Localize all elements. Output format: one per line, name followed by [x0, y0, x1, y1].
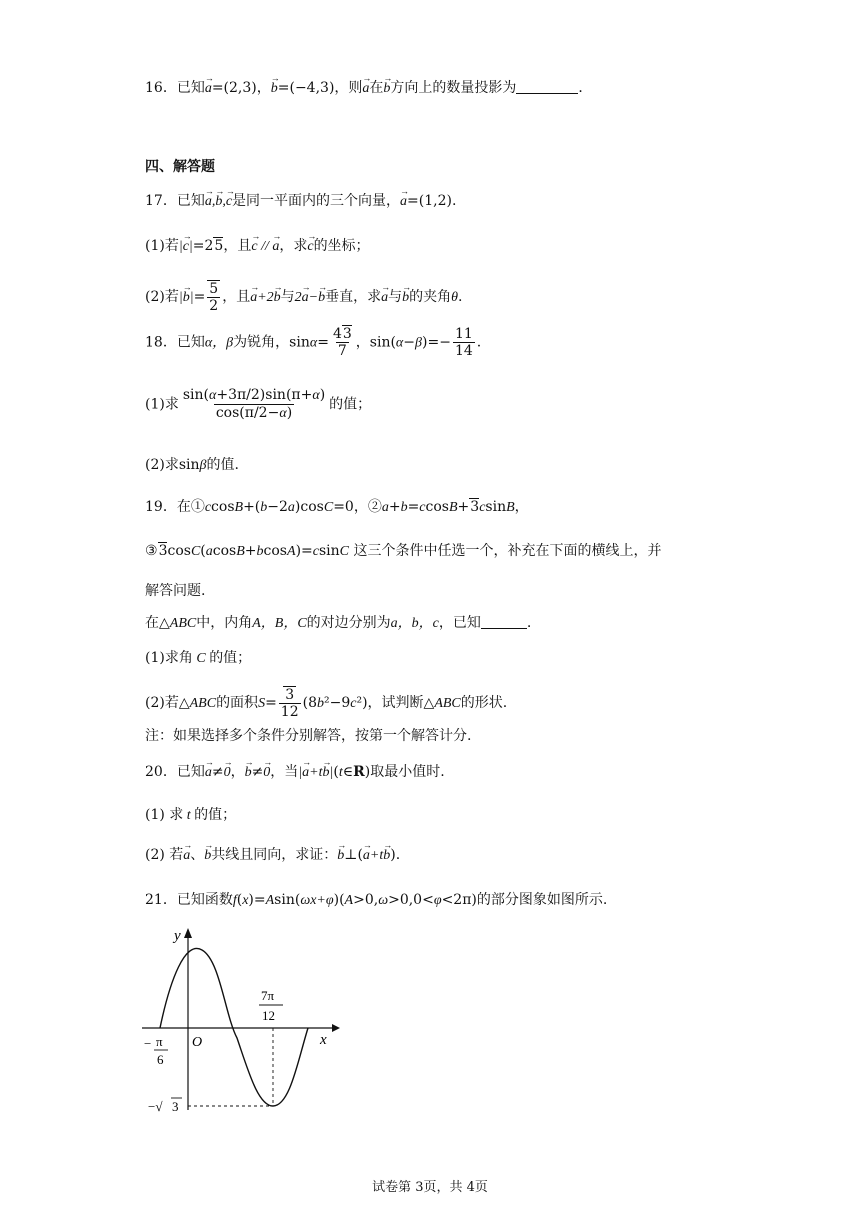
- question-19-line-1: 19．在①ccosB+(b−2a)cosC=0，②a+b=ccosB+3csinB，: [145, 499, 529, 515]
- tick-left-numerator: π: [156, 1034, 163, 1049]
- question-19-line-3: 解答问题.: [145, 583, 206, 599]
- question-20-part-1: (1) 求 t 的值；: [145, 807, 237, 823]
- tick-right-numerator: 7π: [261, 988, 275, 1003]
- x-axis-arrow: [332, 1024, 340, 1032]
- min-value-label: 3: [172, 1099, 179, 1114]
- sine-curve: [160, 948, 308, 1106]
- section-title: 四、解答题: [145, 159, 215, 175]
- tick-left-denominator: 6: [157, 1052, 164, 1067]
- y-axis-arrow: [184, 928, 192, 938]
- function-graph: [140, 920, 350, 1120]
- y-axis-label: y: [174, 928, 181, 944]
- question-19-part-1: (1)求角 C 的值；: [145, 650, 252, 666]
- origin-label: O: [192, 1035, 203, 1050]
- x-axis-label: x: [320, 1032, 327, 1048]
- min-minus-sign: −√: [148, 1099, 163, 1114]
- question-19-part-2: (2)若△ABC的面积S= $\frac{3}{12}$ (8b²−9c²)，试判断△ABC的形状.: [145, 687, 508, 720]
- question-17-part-2: (2)若|→ b|= $\frac{5}{2}$ ，且→ a+2→ b与2→ a−→ b垂直，求→ a与→ b的夹角θ.: [145, 280, 462, 314]
- answer-blank: [481, 614, 527, 629]
- answer-blank: [516, 79, 578, 94]
- question-20-part-2: (2) 若→ a、→ b共线且同向，求证：→ b⊥(→ a+t→ b).: [145, 845, 400, 866]
- question-20-stem: 20．已知→ a≠→ 0，→ b≠→ 0，当|→ a+t→ b|(t∈R)取最小值时.: [145, 762, 445, 783]
- question-18-part-2: (2)求sinβ的值.: [145, 457, 239, 473]
- question-19-line-2: ③3cosC(acosB+bcosA)=csinC 这三个条件中任选一个，补充在下面的横线上，并: [145, 543, 662, 559]
- question-16: 16．已知→ a=(2,3)，→ b=(−4,3)，则→ a在→ b方向上的数量投影为 ．: [145, 78, 592, 99]
- question-17-part-1: (1)若|→ c|=25，且→ c // → a，求→ c的坐标；: [145, 236, 370, 257]
- question-19-note: 注：如果选择多个条件分别解答，按第一个解答计分.: [145, 728, 472, 744]
- question-21-stem: 21．已知函数f(x)=Asin(ωx+φ)(A>0,ω>0,0<φ<2π)的部分图象如图所示.: [145, 892, 608, 908]
- tick-minus-sign: −: [144, 1036, 152, 1051]
- question-18-part-1: (1)求 $\frac{\sin(\alpha+3\pi/2)\sin(\pi+\alpha)}{\cos(\pi/2-\alpha)}$ 的值；: [145, 387, 372, 421]
- page-footer: 试卷第 3页，共 4页: [372, 1180, 488, 1195]
- question-18-stem: 18．已知α，β为锐角，sinα= $\frac{43}{7}$ ，sin(α−β)=− $\frac{11}{14}$ .: [145, 326, 482, 359]
- question-17-stem: 17．已知→ a,→ b,→ c是同一平面内的三个向量，→ a=(1,2).: [145, 191, 456, 212]
- question-19-line-4: 在△ABC中，内角A，B，C的对边分别为a，b，c，已知 .: [145, 615, 532, 631]
- tick-right-denominator: 12: [262, 1008, 275, 1023]
